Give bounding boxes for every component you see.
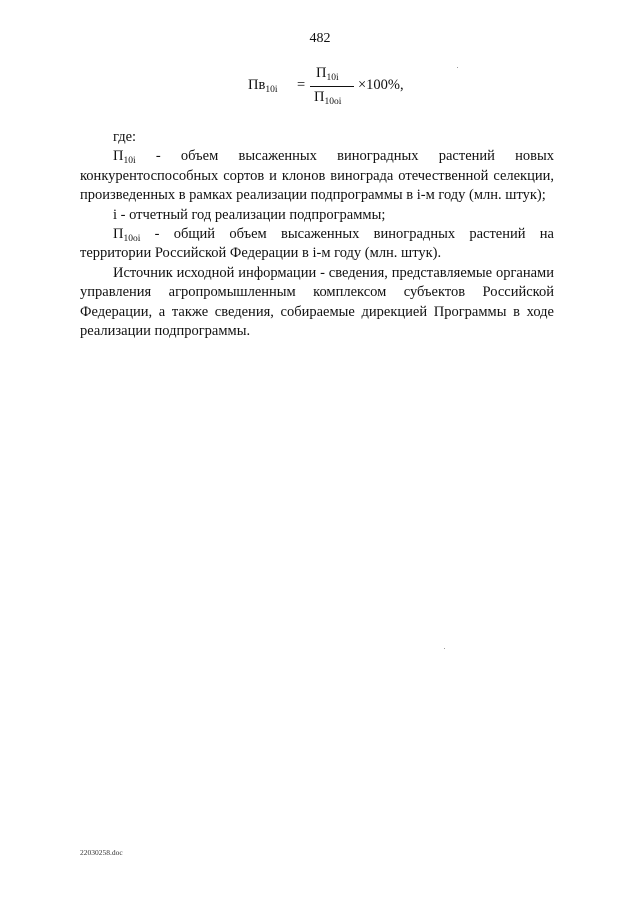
denominator-base: П	[314, 89, 325, 105]
formula-lhs-base: Пв	[248, 77, 266, 93]
footer-filename: 22030258.doc	[80, 848, 123, 857]
page-number: 482	[309, 31, 331, 46]
definition-p10oi-symbol: П	[113, 226, 124, 243]
scan-speck	[457, 67, 458, 68]
scan-speck	[444, 648, 445, 649]
formula-numerator	[316, 65, 339, 82]
definition-p10i-symbol: П	[113, 148, 124, 165]
formula-denominator	[314, 89, 341, 106]
where-label: где:	[113, 129, 137, 145]
document-body	[80, 128, 554, 341]
definition-p10oi-sub: 10оi	[123, 234, 141, 245]
definition-p10oi-text: - общий объем высаженных виноградных растений на территории Российской Федерации в i-м году (млн. штук).	[80, 226, 554, 262]
formula-equals: =	[297, 77, 306, 93]
formula-lhs	[248, 77, 277, 94]
definition-p10i-sub: 10i	[123, 156, 136, 167]
formula-lhs-sub: 10i	[265, 85, 278, 95]
definition-i: i - отчетный год реализации подпрограммы;	[113, 206, 386, 223]
definition-p10oi	[80, 225, 554, 264]
definition-p10i	[80, 147, 554, 205]
formula-multiplier: ×100%,	[358, 77, 404, 93]
denominator-sub: 10оi	[324, 97, 342, 107]
formula-fraction	[310, 65, 354, 109]
numerator-base: П	[316, 65, 327, 81]
numerator-sub: 10i	[326, 73, 339, 83]
source-paragraph: Источник исходной информации - сведения, представляемые органами управления агропромышленным комплексом субъектов Российской Федерации, а также сведения, собираемые дирекцией Программы в ходе реализации подпрограммы.	[80, 264, 554, 340]
definition-p10i-text: - объем высаженных виноградных растений новых конкурентоспособных сортов и клонов винограда отечественной селекции, произведенных в рамках реализации подпрограммы в i-м году (млн. штук);	[80, 148, 554, 204]
fraction-bar	[310, 86, 354, 87]
